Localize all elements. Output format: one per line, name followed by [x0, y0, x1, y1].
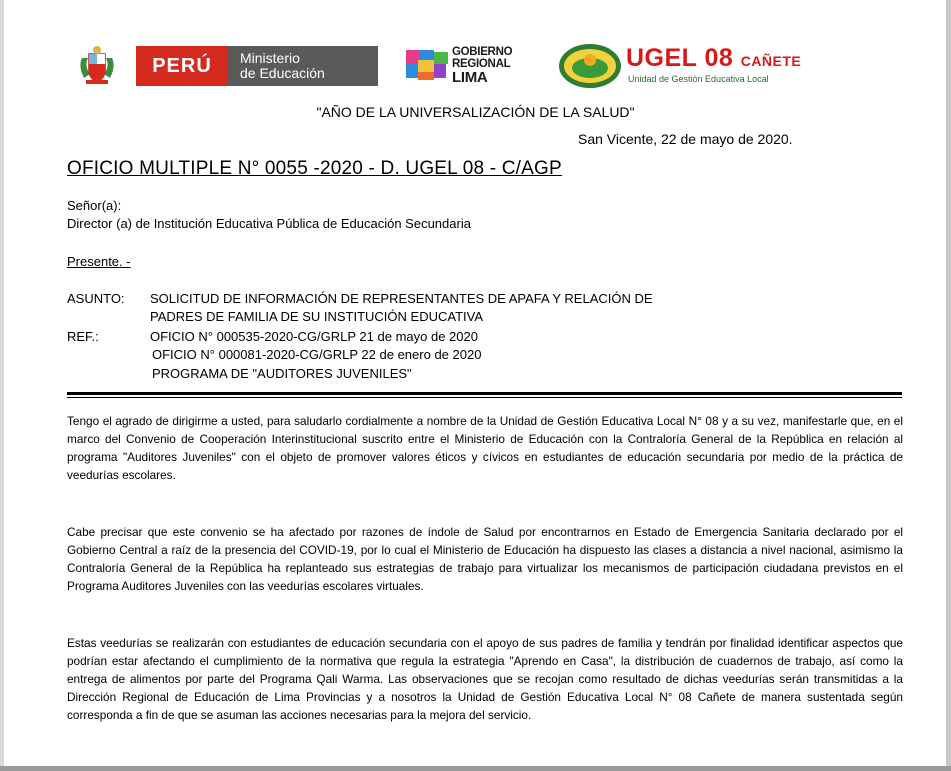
separator-thin [67, 397, 902, 398]
ministerio-logo [228, 46, 378, 86]
ref-line3: PROGRAMA DE "AUDITORES JUVENILES" [152, 366, 412, 381]
date-line: San Vicente, 22 de mayo de 2020. [578, 131, 793, 147]
salutation: Señor(a): [67, 198, 122, 213]
gobierno-regional-icon [404, 48, 450, 82]
gobierno-line1: GOBIERNO [452, 46, 513, 58]
year-motto: "AÑO DE LA UNIVERSALIZACIÓN DE LA SALUD" [316, 104, 635, 120]
asunto-line2: PADRES DE FAMILIA DE SU INSTITUCIÓN EDUCATIVA [150, 309, 483, 324]
ref-label: REF.: [67, 329, 99, 344]
ugel-city: CAÑETE [740, 53, 802, 69]
ministerio-line2: de Educación [240, 65, 325, 81]
oficio-title: OFICIO MULTIPLE N° 0055 -2020 - D. UGEL 08 - C/AGP [67, 158, 562, 179]
peru-logo [136, 46, 228, 86]
presente-label: Presente. - [67, 254, 131, 269]
peru-label: PERÚ [152, 54, 212, 77]
body-paragraph-3: Estas veedurías se realizarán con estudiantes de educación secundaria con el apoyo de sus padres de familia y tendrán por finalidad identificar aspectos que podrían estar afectando el cumplimiento de la normativa que regula la estrategia "Aprendo en Casa", la distribución de cuadernos de trabajo, así como la entrega de alimentos por parte del Programa Qali Warma. Las observaciones que se recojan como resultado de dichas veedurías serán transmitidas a la Dirección Regional de Educación de Lima Provincias y a nosotros la Unidad de Gestión Educativa Local N° 08 Cañete de manera sustentada según corresponda a fin de que se asuman las acciones necesarias para la mejora del servicio. [67, 636, 903, 722]
body-paragraph-1: Tengo el agrado de dirigirme a usted, para saludarlo cordialmente a nombre de la Unidad de Gestión Educativa Local N° 08 y a su vez, manifestarle que, en el marco del Convenio de Cooperación Interinstitucional suscrito entre el Ministerio de Educación con la Contraloría General de la República en relación al programa "Auditores Juveniles" con el objeto de promover valores éticos y cívicos en estudiantes de educación secundaria por medio de la práctica de veedurías escolares. [67, 414, 903, 482]
ref-line2: OFICIO N° 000081-2020-CG/GRLP 22 de enero de 2020 [152, 347, 482, 362]
ugel-title [626, 44, 801, 73]
peru-coat-of-arms-icon [76, 44, 118, 88]
ugel-subtitle: Unidad de Gestión Educativa Local [628, 74, 769, 84]
ugel-badge-icon [557, 42, 623, 90]
asunto-line1: SOLICITUD DE INFORMACIÓN DE REPRESENTANTES DE APAFA Y RELACIÓN DE [150, 291, 653, 306]
asunto-label: ASUNTO: [67, 291, 125, 306]
ref-line1: OFICIO N° 000535-2020-CG/GRLP 21 de mayo de 2020 [150, 329, 478, 344]
gobierno-regional-logo-text [452, 47, 512, 85]
gobierno-line2: REGIONAL [452, 57, 511, 70]
body-paragraph-2: Cabe precisar que este convenio se ha afectado por razones de índole de Salud por encontrarnos en Estado de Emergencia Sanitaria declarado por el Gobierno Central a raíz de la presencia del COVID-19, por lo cual el Ministerio de Educación ha dispuesto las clases a distancia a nivel nacional, asimismo la Contraloría General de la República ha replanteado sus estrategias de trabajo para virtualizar los mecanismos de participación ciudadana previstos en el Programa Auditores Juveniles con las veedurías escolares virtuales. [67, 525, 903, 593]
page-border-bottom [0, 766, 951, 771]
ministerio-line1: Ministerio [240, 50, 300, 66]
recipient-name: Director (a) de Institución Educativa Pública de Educación Secundaria [67, 216, 471, 231]
ugel-title-text: UGEL 08 [626, 44, 734, 72]
gobierno-line3: LIMA [452, 69, 488, 86]
separator-thick [67, 392, 902, 395]
